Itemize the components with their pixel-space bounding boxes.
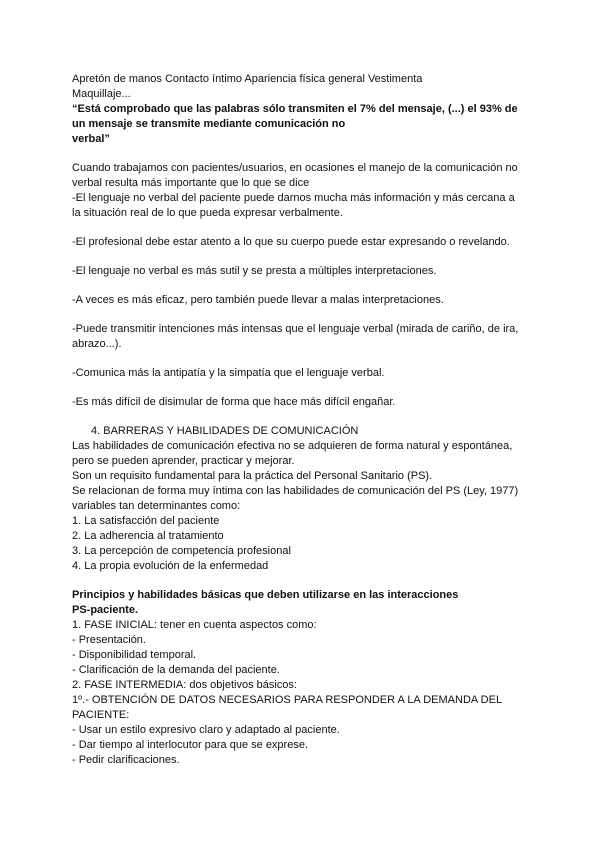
principles-line: - Presentación. [72,634,146,646]
paragraph-line: -A veces es más eficaz, pero también puede llevar a malas interpretaciones. [72,294,444,306]
paragraph-line: verbal resulta más importante que lo que se dice [72,177,310,189]
section-line: variables tan determinantes como: [72,500,241,512]
section-heading: 4. BARRERAS Y HABILIDADES DE COMUNICACIÓN [91,425,359,437]
intro-line: Apretón de manos Contacto íntimo Apariencia física general Vestimenta [72,73,423,85]
document-page [72,72,532,768]
section-line: Las habilidades de comunicación efectiva no se adquieren de forma natural y espontánea, [72,440,513,452]
principles-line: - Usar un estilo expresivo claro y adaptado al paciente. [72,724,340,736]
section-line: Se relacionan de forma muy íntima con las habilidades de comunicación del PS (Ley, 1977) [72,485,519,497]
paragraph-line: -Comunica más la antipatía y la simpatía que el lenguaje verbal. [72,367,385,379]
list-item: 3. La percepción de competencia profesional [72,545,291,557]
section-line: Son un requisito fundamental para la práctica del Personal Sanitario (PS). [72,470,433,482]
paragraph-line: -El profesional debe estar atento a lo que su cuerpo puede estar expresando o revelando. [72,236,510,248]
quote-line: “Está comprobado que las palabras sólo transmiten el 7% del mensaje, (...) el 93% de [72,103,518,115]
principles-line: - Disponibilidad temporal. [72,649,197,661]
list-item: 4. La propia evolución de la enfermedad [72,560,269,572]
paragraph-line: -El lenguaje no verbal del paciente puede darnos mucha más información y más cercana a [72,192,515,204]
intro-line: Maquillaje... [72,88,131,100]
principles-line: - Dar tiempo al interlocutor para que se exprese. [72,739,309,751]
section-line: pero se pueden aprender, practicar y mejorar. [72,455,295,467]
principles-line: 1. FASE INICIAL: tener en cuenta aspectos como: [72,619,317,631]
paragraph-line: -Es más difícil de disimular de forma que hace más difícil engañar. [72,396,396,408]
principles-line: 2. FASE INTERMEDIA: dos objetivos básicos: [72,679,297,691]
paragraph-line: -Puede transmitir intenciones más intensas que el lenguaje verbal (mirada de cariño, de ira, [72,323,519,335]
paragraph-line: abrazo...). [72,338,122,350]
list-item: 2. La adherencia al tratamiento [72,530,224,542]
principles-line: - Pedir clarificaciones. [72,754,180,766]
quote-line: un mensaje se transmite mediante comunicación no [72,118,346,130]
principles-line: 1º.- OBTENCIÓN DE DATOS NECESARIOS PARA RESPONDER A LA DEMANDA DEL [72,694,503,706]
paragraph-line: Cuando trabajamos con pacientes/usuarios, en ocasiones el manejo de la comunicación no [72,162,518,174]
paragraph-line: -El lenguaje no verbal es más sutil y se presta a múltiples interpretaciones. [72,265,437,277]
quote-line: verbal” [72,133,110,145]
principles-line: - Clarificación de la demanda del paciente. [72,664,280,676]
principles-line: PACIENTE: [72,709,130,721]
paragraph-line: la situación real de lo que pueda expresar verbalmente. [72,207,343,219]
principles-heading: Principios y habilidades básicas que deben utilizarse en las interacciones [72,589,459,601]
principles-heading: PS-paciente. [72,604,139,616]
list-item: 1. La satisfacción del paciente [72,515,220,527]
